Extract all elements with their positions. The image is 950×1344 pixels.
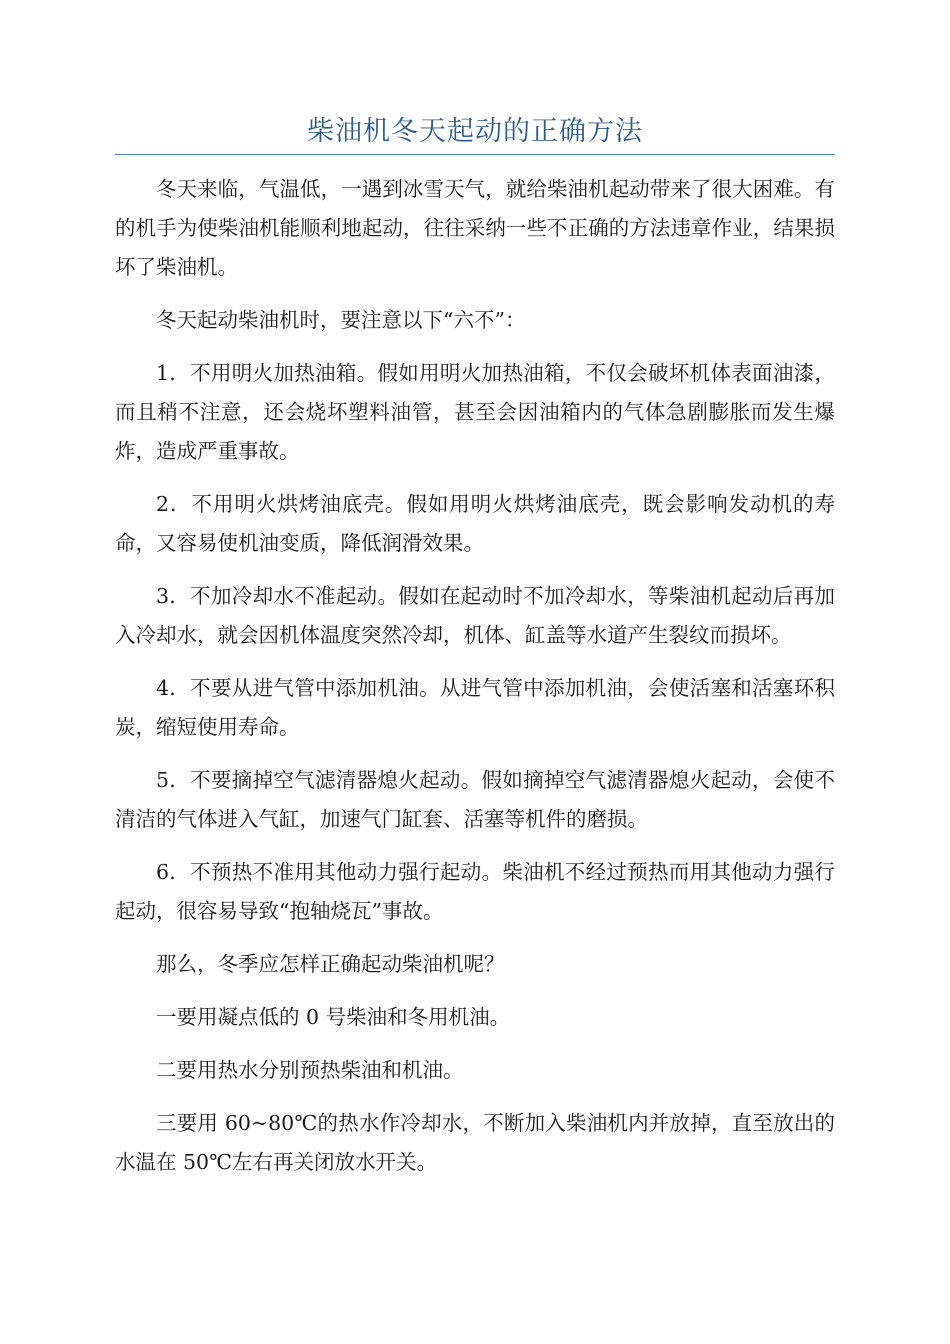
document-body (115, 170, 835, 1196)
paragraph-intro: 冬天来临，气温低，一遇到冰雪天气，就给柴油机起动带来了很大困难。有的机手为使柴油机能顺利地起动，往往采纳一些不正确的方法违章作业，结果损坏了柴油机。 (115, 177, 835, 279)
document-title: 柴油机冬天起动的正确方法 (307, 116, 643, 147)
paragraph-rule-2: 2．不用明火烘烤油底壳。假如用明火烘烤油底壳，既会影响发动机的寿命，又容易使机油变质，降低润滑效果。 (115, 492, 835, 555)
paragraph-rule-6: 6．不预热不准用其他动力强行起动。柴油机不经过预热而用其他动力强行起动，很容易导致“抱轴烧瓦”事故。 (115, 860, 835, 923)
paragraph-rule-5: 5．不要摘掉空气滤清器熄火起动。假如摘掉空气滤清器熄火起动，会使不清洁的气体进入气缸，加速气门缸套、活塞等机件的磨损。 (115, 768, 835, 831)
paragraph-question: 那么，冬季应怎样正确起动柴油机呢？ (156, 952, 505, 976)
paragraph-six-rules-heading: 冬天起动柴油机时，要注意以下“六不”： (156, 308, 526, 332)
title-underline (115, 154, 835, 155)
paragraph-rule-1: 1．不用明火加热油箱。假如用明火加热油箱，不仅会破坏机体表面油漆，而且稍不注意，还会烧坏塑料油管，甚至会因油箱内的气体急剧膨胀而发生爆炸，造成严重事故。 (115, 361, 835, 463)
paragraph-rule-3: 3．不加冷却水不准起动。假如在起动时不加冷却水，等柴油机起动后再加入冷却水，就会因机体温度突然冷却，机体、缸盖等水道产生裂纹而损坏。 (115, 584, 835, 647)
paragraph-step-3: 三要用 60~80℃的热水作冷却水，不断加入柴油机内并放掉，直至放出的水温在 50℃左右再关闭放水开关。 (115, 1111, 835, 1174)
paragraph-step-1: 一要用凝点低的 0 号柴油和冬用机油。 (156, 1005, 511, 1029)
paragraph-step-2: 二要用热水分别预热柴油和机油。 (156, 1058, 464, 1082)
paragraph-rule-4: 4．不要从进气管中添加机油。从进气管中添加机油，会使活塞和活塞环积炭，缩短使用寿命。 (115, 676, 835, 739)
